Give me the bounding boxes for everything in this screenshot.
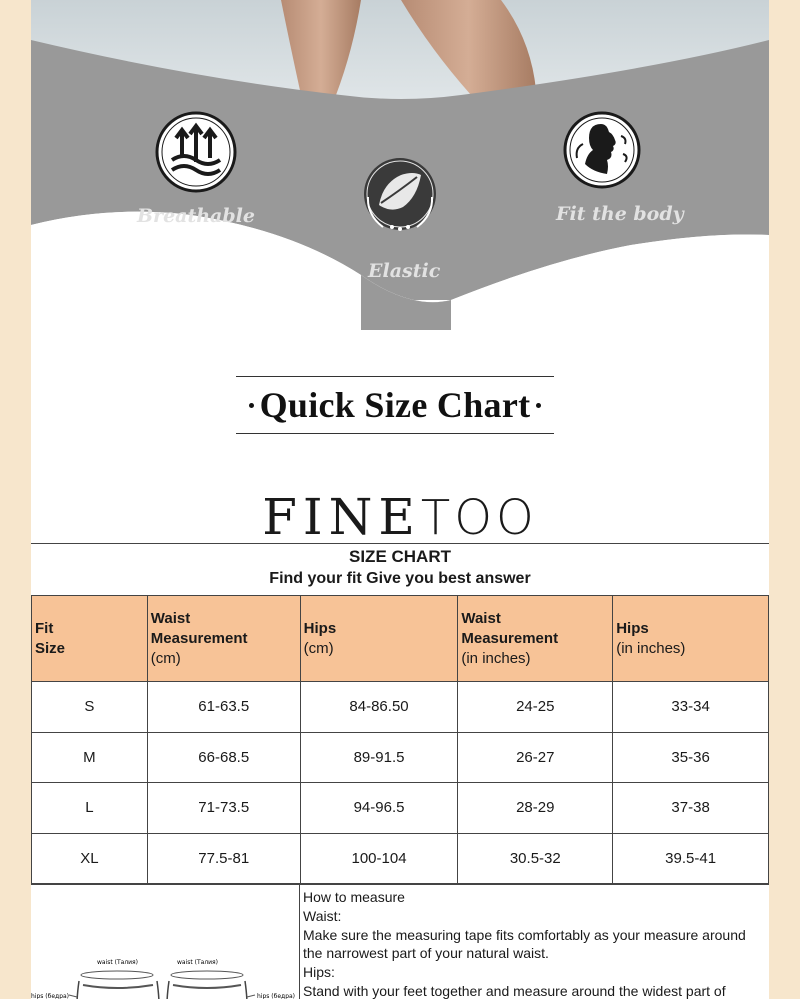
brand-right: TOO bbox=[420, 490, 538, 546]
briefs-diagram bbox=[31, 885, 300, 999]
brand-logo bbox=[31, 490, 769, 545]
measure-instructions bbox=[303, 888, 769, 999]
header-waist-cm: Waist Measurement (cm) bbox=[147, 596, 300, 682]
brand-left: FINE bbox=[262, 488, 421, 546]
waist-text: Make sure the measuring tape fits comfortably as your measure around the narrowest part of your natural waist. bbox=[303, 926, 746, 962]
waist-in-cell: 30.5-32 bbox=[458, 833, 613, 884]
fig-waist-label-2: waist (Талия) bbox=[177, 959, 219, 966]
hips-text: Stand with your feet together and measure around the widest part of bbox=[303, 982, 726, 999]
header-fit-size: Fit Size bbox=[32, 596, 148, 682]
size-cell: XL bbox=[32, 833, 148, 884]
fit-body-label: Fit the body bbox=[556, 203, 684, 225]
size-cell: S bbox=[32, 682, 148, 733]
elastic-icon bbox=[359, 153, 441, 239]
size-chart-header bbox=[31, 543, 769, 596]
breathable-label: Breathable bbox=[137, 205, 255, 227]
product-page bbox=[31, 0, 769, 999]
hips-in-cell: 35-36 bbox=[613, 732, 769, 783]
quick-size-heading bbox=[236, 376, 554, 434]
waist-cm-cell: 61-63.5 bbox=[147, 682, 300, 733]
waist-in-cell: 26-27 bbox=[458, 732, 613, 783]
hips-in-cell: 39.5-41 bbox=[613, 833, 769, 884]
size-table-header-row bbox=[32, 596, 769, 682]
elastic-label: Elastic bbox=[368, 260, 441, 282]
size-chart-title: SIZE CHART bbox=[349, 547, 451, 566]
quick-size-title: Quick Size Chart bbox=[259, 385, 531, 425]
waist-label: Waist: bbox=[303, 907, 342, 924]
waist-in-cell: 24-25 bbox=[458, 682, 613, 733]
table-row bbox=[32, 682, 769, 733]
header-waist-in: Waist Measurement (in inches) bbox=[458, 596, 613, 682]
hips-cm-cell: 89-91.5 bbox=[300, 732, 458, 783]
size-chart-subtitle: Find your fit Give you best answer bbox=[269, 570, 531, 587]
table-row bbox=[32, 732, 769, 783]
hero-banner bbox=[31, 0, 769, 340]
fig-waist-label-1: waist (Талия) bbox=[97, 959, 139, 966]
waist-cm-cell: 77.5-81 bbox=[147, 833, 300, 884]
fig-hips-label-2: hips (бедра) bbox=[257, 993, 296, 999]
table-row bbox=[32, 783, 769, 834]
fit-body-icon bbox=[563, 110, 641, 190]
hips-label: Hips: bbox=[303, 964, 335, 981]
waist-cm-cell: 66-68.5 bbox=[147, 732, 300, 783]
waist-cm-cell: 71-73.5 bbox=[147, 783, 300, 834]
hips-in-cell: 37-38 bbox=[613, 783, 769, 834]
hips-cm-cell: 84-86.50 bbox=[300, 682, 458, 733]
header-hips-cm: Hips (cm) bbox=[300, 596, 458, 682]
waist-in-cell: 28-29 bbox=[458, 783, 613, 834]
fig-hips-label-1: hips (бедра) bbox=[31, 993, 70, 999]
size-table bbox=[31, 595, 769, 884]
hips-in-cell: 33-34 bbox=[613, 682, 769, 733]
size-cell: M bbox=[32, 732, 148, 783]
hips-cm-cell: 100-104 bbox=[300, 833, 458, 884]
breathable-icon bbox=[154, 110, 238, 194]
table-row bbox=[32, 833, 769, 884]
heading-dot-left bbox=[249, 403, 254, 408]
hips-cm-cell: 94-96.5 bbox=[300, 783, 458, 834]
measure-title: How to measure bbox=[303, 889, 405, 905]
header-hips-in: Hips (in inches) bbox=[613, 596, 769, 682]
heading-dot-right bbox=[536, 403, 541, 408]
measure-diagram bbox=[31, 885, 300, 999]
how-to-measure-section bbox=[31, 884, 769, 999]
size-cell: L bbox=[32, 783, 148, 834]
